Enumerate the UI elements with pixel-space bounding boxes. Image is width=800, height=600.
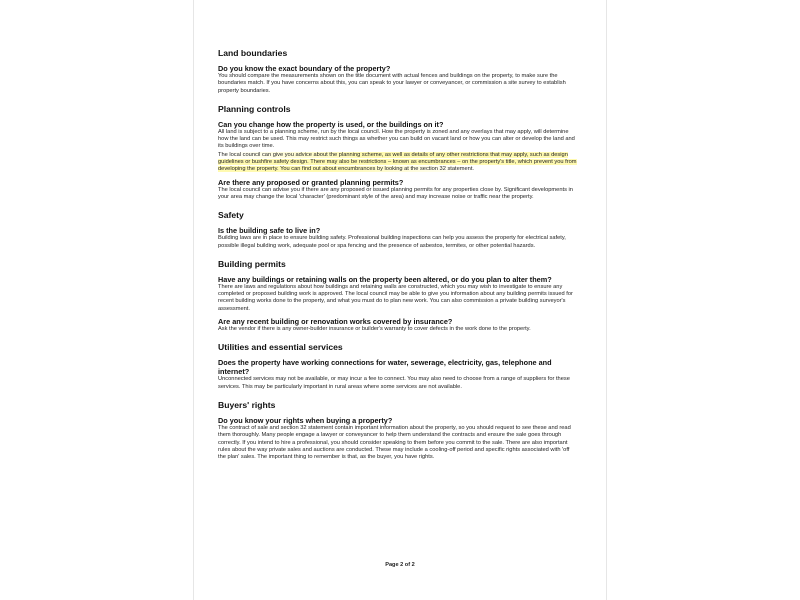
paragraph: The local council can advise you if there are any proposed or issued planning permits for any properties close by. Significant developments in your area may change the local 'character' (predominant style of the area) and may increase noise or traffic near the property. — [218, 186, 573, 200]
page-number: Page 2 of 2 — [385, 562, 415, 568]
paragraph: There are laws and regulations about how buildings and retaining walls are constructed, which you may wish to investigate to ensure any completed or proposed building work is approved. The local council may be able to give you information about any building permits issued for recent building works done to the property, and what you must do to plan new work. You can also commission a private building surveyor's assessment. — [218, 283, 573, 312]
question-heading: Does the property have working connections for water, sewerage, electricity, gas, telephone and internet? — [218, 358, 552, 377]
question-heading: Do you know your rights when buying a property? — [218, 415, 393, 425]
question-heading: Do you know the exact boundary of the property? — [218, 64, 391, 73]
section-land-boundaries — [218, 48, 578, 95]
highlighted-text: The local council can give you advice about the planning scheme, as well as details of any other restrictions that may apply, such as design guidelines or bushfire safety design. There may also be restrictions – known as encumbrances – on the property's title, which prevent you from developing the property. You can find out about encumbrances by looking at the section 32 statement. — [218, 151, 577, 173]
paragraph: Building laws are in place to ensure building safety. Professional building inspections can help you assess the property for electrical safety, possible illegal building work, adequate pool or spa fencing and the presence of asbestos, termites, or other potential hazards. — [218, 235, 566, 249]
section-heading: Land boundaries — [218, 48, 288, 58]
section-building-permits — [218, 259, 578, 333]
question-heading: Are any recent building or renovation works covered by insurance? — [218, 317, 453, 327]
section-utilities-and-essential-services — [218, 342, 578, 391]
section-planning-controls — [218, 104, 578, 201]
question-heading: Can you change how the property is used, or the buildings on it? — [218, 119, 444, 129]
paragraph: The contract of sale and section 32 statement contain important information about the property, so you should request to see these and read them thoroughly. Many people engage a lawyer or conveyancer to help them understand the contracts and ensure the sale goes through correctly. If you intend to hire a professional, you should consider speaking to them before you commit to the sale. There are also important rules about the way private sales and auctions are conducted. These may include a cooling-off period and specific rights associated with 'off the plan' sales. The important thing to remember is that, as the buyer, you have rights. — [218, 424, 571, 461]
section-safety — [218, 210, 578, 250]
paragraph: Unconnected services may not be available, or may incur a fee to connect. You may also need to choose from a range of suppliers for these services. This may be particularly important in rural areas where some services are not available. — [218, 376, 570, 390]
paragraph: You should compare the measurements shown on the title document with actual fences and buildings on the property, to make sure the boundaries match. If you have concerns about this, you can speak to your lawyer or conveyancer, or commission a site survey to establish property boundaries. — [218, 73, 566, 94]
paragraph: Ask the vendor if there is any owner-builder insurance or builder's warranty to cover defects in the work done to the property. — [218, 326, 531, 333]
paragraph — [218, 152, 578, 174]
paragraph: All land is subject to a planning scheme, run by the local council. How the property is zoned and any overlays that may apply, will determine how the land can be used. This may restrict such things as whether you can build on vacant land or how you can alter or develop the land and its buildings over time. — [218, 128, 575, 150]
document-page — [193, 0, 607, 600]
section-heading: Buyers' rights — [218, 399, 276, 410]
section-heading: Safety — [218, 210, 244, 221]
section-heading: Building permits — [218, 258, 286, 269]
section-buyers-rights — [218, 400, 578, 461]
section-heading: Utilities and essential services — [218, 342, 343, 353]
question-heading: Is the building safe to live in? — [218, 226, 321, 236]
question-heading: Have any buildings or retaining walls on the property been altered, or do you plan to alter them? — [218, 274, 552, 284]
question-heading: Are there any proposed or granted planning permits? — [218, 177, 404, 187]
document-body — [218, 48, 578, 461]
section-heading: Planning controls — [218, 103, 291, 114]
